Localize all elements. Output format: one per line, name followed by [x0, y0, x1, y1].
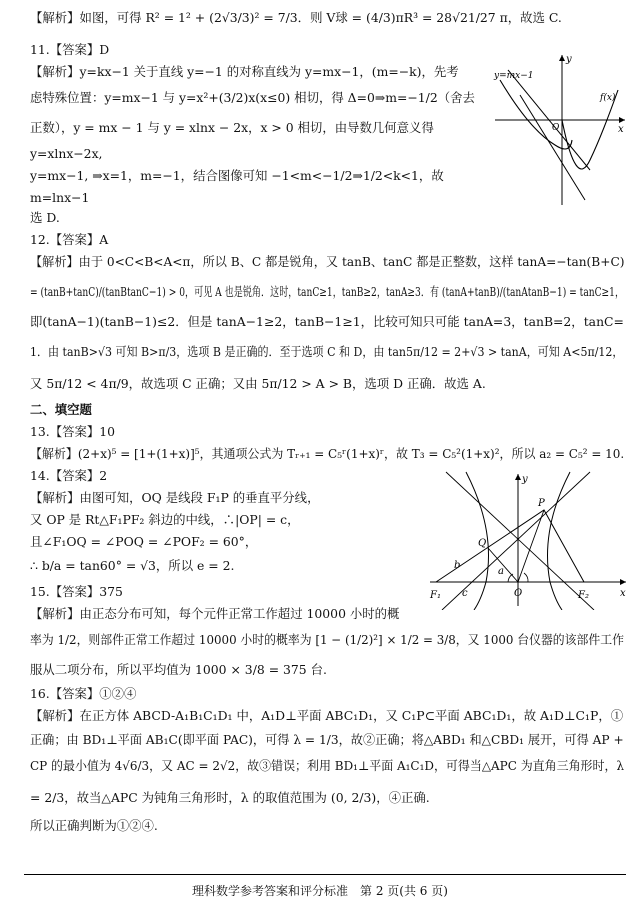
text-line-l17: 13.【答案】10 — [30, 424, 116, 439]
text-line-l31: CP 的最小值为 4√6/3，又 AC = 2√2，故③错误；利用 BD₁⊥平面 A₁C₁D，可得当△APC 为直角三角形时，λ — [30, 758, 625, 773]
text-line-l21: 又 OP 是 Rt△F₁PF₂ 斜边的中线，∴|OP| = c， — [30, 512, 300, 527]
q11-y-axis-label: y — [566, 54, 572, 65]
q11-x-axis-label: x — [618, 124, 624, 135]
text-line-l12: = (tanB+tanC)/(tanBtanC−1) > 0，可见 A 也是锐角．这时，tanC≥1，tanB≥2，tanA≥3．有 (tanA+tanB)/(tanAtanB−1) = tanC≥1， — [30, 284, 625, 299]
q14-b-label: b — [454, 560, 461, 571]
q14-c-label: c — [462, 588, 468, 599]
text-line-l27: 服从二项分布，所以平均值为 1000 × 3/8 = 375 台. — [30, 662, 327, 677]
text-line-l15: 又 5π/12 < 4π/9，故选项 C 正确；又由 5π/12 > A > B，选项 D 正确．故选 A. — [30, 376, 486, 391]
q11-fx-label: f(x) — [600, 93, 616, 103]
q11-origin-label: O — [552, 123, 560, 133]
q14-x-axis-label: x — [620, 588, 626, 599]
page-footer: 理科数学参考答案和评分标准 第 2 页(共 6 页) — [192, 884, 448, 898]
text-line-l24: 15.【答案】375 — [30, 584, 123, 599]
q14-hyperbola-figure — [426, 470, 630, 610]
text-line-l29: 【解析】在正方体 ABCD-A₁B₁C₁D₁ 中，A₁D⊥平面 ABC₁D₁，又 C₁P⊂平面 ABC₁D₁，故 A₁D⊥C₁P，① — [30, 708, 624, 723]
q14-origin-label: O — [514, 588, 523, 599]
text-line-l03: 【解析】y=kx−1 关于直线 y=−1 的对称直线为 y=mx−1，(m=−k)，先考 — [30, 64, 459, 79]
text-line-l32: = 2/3，故当△APC 为钝角三角形时，λ 的取值范围为 (0, 2/3)，④正确. — [30, 790, 430, 805]
text-line-l02: 11.【答案】D — [30, 42, 110, 57]
text-line-l28: 16.【答案】①②④ — [30, 686, 137, 701]
text-line-l25: 【解析】由正态分布可知，每个元件正常工作超过 10000 小时的概 — [30, 606, 400, 621]
text-line-l10: 12.【答案】A — [30, 232, 109, 247]
text-line-l09: 选 D. — [30, 210, 60, 225]
text-line-l26: 率为 1/2，则部件正常工作超过 10000 小时的概率为 [1 − (1/2)²] × 1/2 = 3/8，又 1000 台仪器的该部件工作 — [30, 632, 624, 647]
text-line-l22: 且∠F₁OQ = ∠POQ = ∠POF₂ = 60°， — [30, 534, 258, 549]
text-line-l07: y=mx−1, ⇒x=1，m=−1，结合图像可知 −1<m<−1/2⇒1/2<k<1，故 — [30, 168, 444, 183]
text-line-l23: ∴ b/a = tan60° = √3，所以 e = 2. — [30, 558, 235, 573]
q14-point-p-label: P — [538, 498, 545, 509]
text-line-l05: 正数），y = mx − 1 与 y = xlnx − 2x，x > 0 相切，由导数几何意义得 — [30, 120, 434, 135]
text-line-l13: 即(tanA−1)(tanB−1)≤2．但是 tanA−1≥2，tanB−1≥1，比较可知只可能 tanA=3，tanB=2，tanC= — [30, 314, 624, 329]
text-line-l01: 【解析】如图，可得 R² = 1² + (2√3/3)² = 7/3．则 V球 = (4/3)πR³ = 28√21/27 π，故选 C. — [30, 10, 562, 25]
text-line-l30: 正确；由 BD₁⊥平面 AB₁C(即平面 PAC)，可得 λ = 1/3，故②正确；将△ABD₁ 和△CBD₁ 展开，可得 AP + — [30, 732, 624, 747]
text-line-l14: 1．由 tanB>√3 可知 B>π/3，选项 B 是正确的．至于选项 C 和 D，由 tan5π/12 = 2+√3 > tanA，可知 A<5π/12， — [30, 344, 624, 359]
q14-y-axis-label: y — [522, 474, 528, 485]
text-line-l19: 14.【答案】2 — [30, 468, 108, 483]
text-line-l11: 【解析】由于 0<C<B<A<π，所以 B、C 都是锐角，又 tanB、tanC 都是正整数，这样 tanA=−tan(B+C) — [30, 254, 625, 269]
text-line-l06: y=xlnx−2x, — [30, 146, 103, 161]
text-line-l33: 所以正确判断为①②④. — [30, 818, 158, 833]
footer-rule — [24, 874, 626, 875]
text-line-l16: 二、填空题 — [30, 402, 92, 417]
q14-f1-label: F₁ — [430, 590, 441, 601]
q14-a-label: a — [498, 566, 504, 577]
text-line-l18: 【解析】(2+x)⁵ = [1+(1+x)]⁵，其通项公式为 Tᵣ₊₁ = C₅ʳ(1+x)ʳ，故 T₃ = C₅²(1+x)²，所以 a₂ = C₅² = 10. — [30, 446, 625, 461]
text-line-l04: 虑特殊位置：y=mx−1 与 y=x²+(3/2)x(x≤0) 相切，得 Δ=0⇒m=−1/2（舍去 — [30, 90, 475, 105]
q11-line-label: y=mx−1 — [494, 71, 534, 81]
q14-f2-label: F₂ — [578, 590, 589, 601]
text-line-l20: 【解析】由图可知，OQ 是线段 F₁P 的垂直平分线， — [30, 490, 320, 505]
q11-graph-figure — [490, 50, 630, 210]
text-line-l08: m=lnx−1 — [30, 190, 90, 205]
q14-point-q-label: Q — [478, 538, 487, 549]
